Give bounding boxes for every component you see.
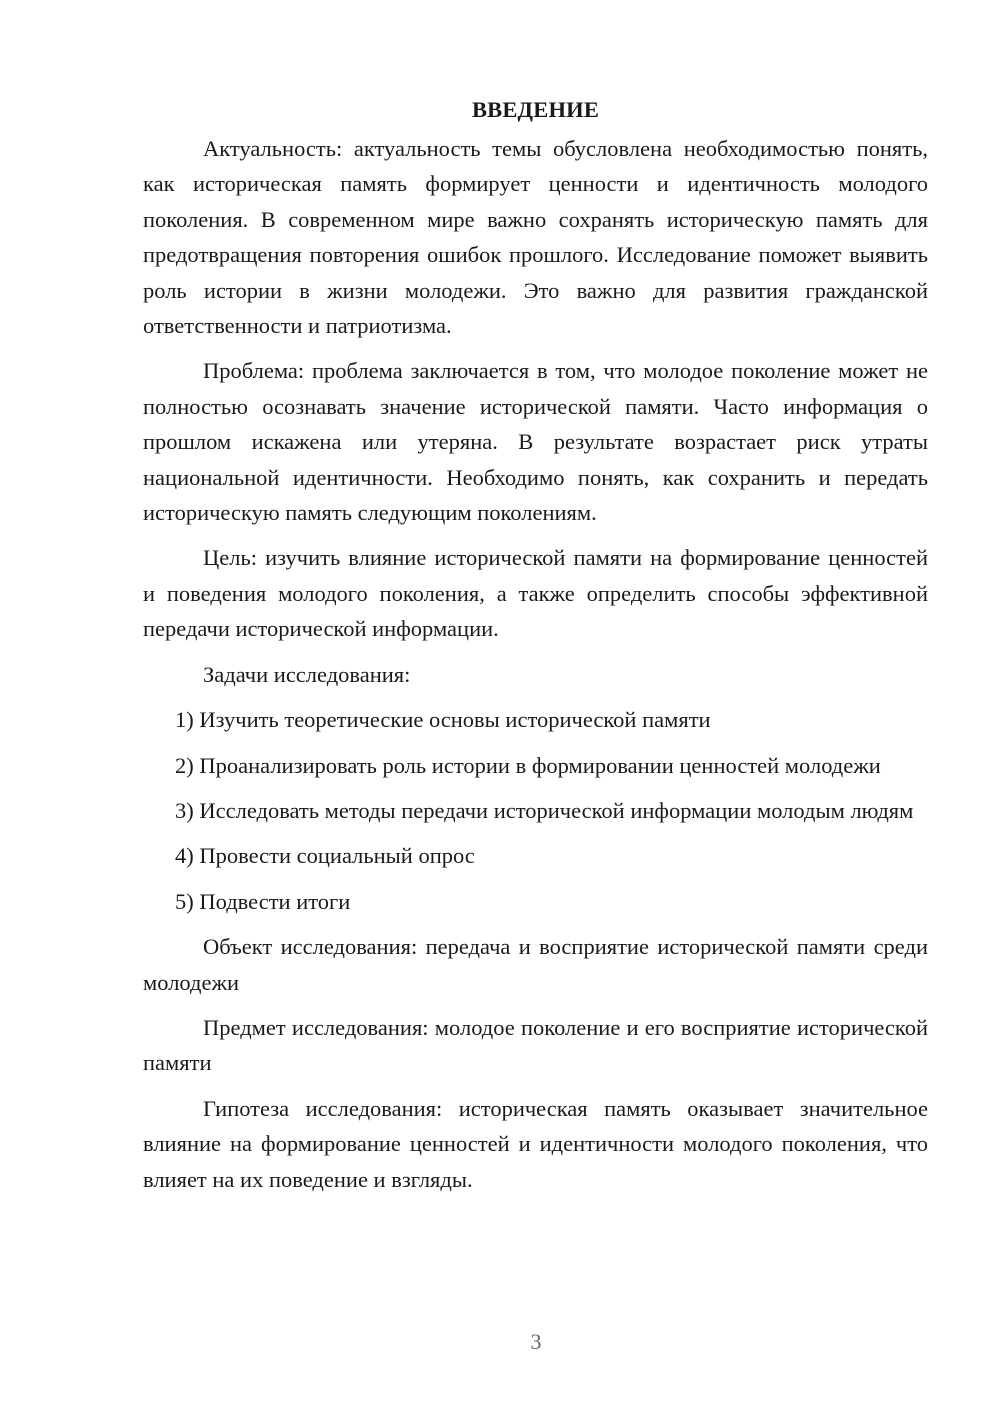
page-number: 3 xyxy=(530,1329,542,1354)
page-title: ВВЕДЕНИЕ xyxy=(471,97,600,122)
task-item-4: 4) Провести социальный опрос xyxy=(175,843,475,869)
object-paragraph: Объект исследования: передача и восприятие исторической памяти среди молодежи xyxy=(143,934,928,995)
document-page xyxy=(143,92,928,1197)
problem-paragraph: Проблема: проблема заключается в том, что молодое поколение может не полностью осознавать значение исторической памяти. Часто информация о прошлом искажена или утеряна. В результате возрастает риск утраты национальной идентичности. Необходимо понять, как сохранить и передать историческую память следующим поколениям. xyxy=(143,358,928,526)
goal-paragraph: Цель: изучить влияние исторической памяти на формирование ценностей и поведения молодого поколения, а также определить способы эффективной передачи исторической информации. xyxy=(143,545,928,642)
tasks-heading: Задачи исследования: xyxy=(203,661,411,687)
task-item-3: 3) Исследовать методы передачи исторической информации молодым людям xyxy=(175,797,914,823)
task-item-2: 2) Проанализировать роль истории в формировании ценностей молодежи xyxy=(175,752,881,778)
task-item-5: 5) Подвести итоги xyxy=(175,888,351,914)
subject-paragraph: Предмет исследования: молодое поколение и его восприятие исторической памяти xyxy=(143,1014,928,1076)
relevance-paragraph: Актуальность: актуальность темы обусловлена необходимостью понять, как историческая память формирует ценности и идентичность молодого поколения. В современном мире важно сохранять историческую память для предотвращения повторения ошибок прошлого. Исследование поможет выявить роль истории в жизни молодежи. Это важно для развития гражданской ответственности и патриотизма. xyxy=(143,136,928,339)
task-item-1: 1) Изучить теоретические основы исторической памяти xyxy=(175,707,711,733)
hypothesis-paragraph: Гипотеза исследования: историческая память оказывает значительное влияние на формирование ценностей и идентичности молодого поколения, что влияет на их поведение и взгляды. xyxy=(143,1095,928,1192)
